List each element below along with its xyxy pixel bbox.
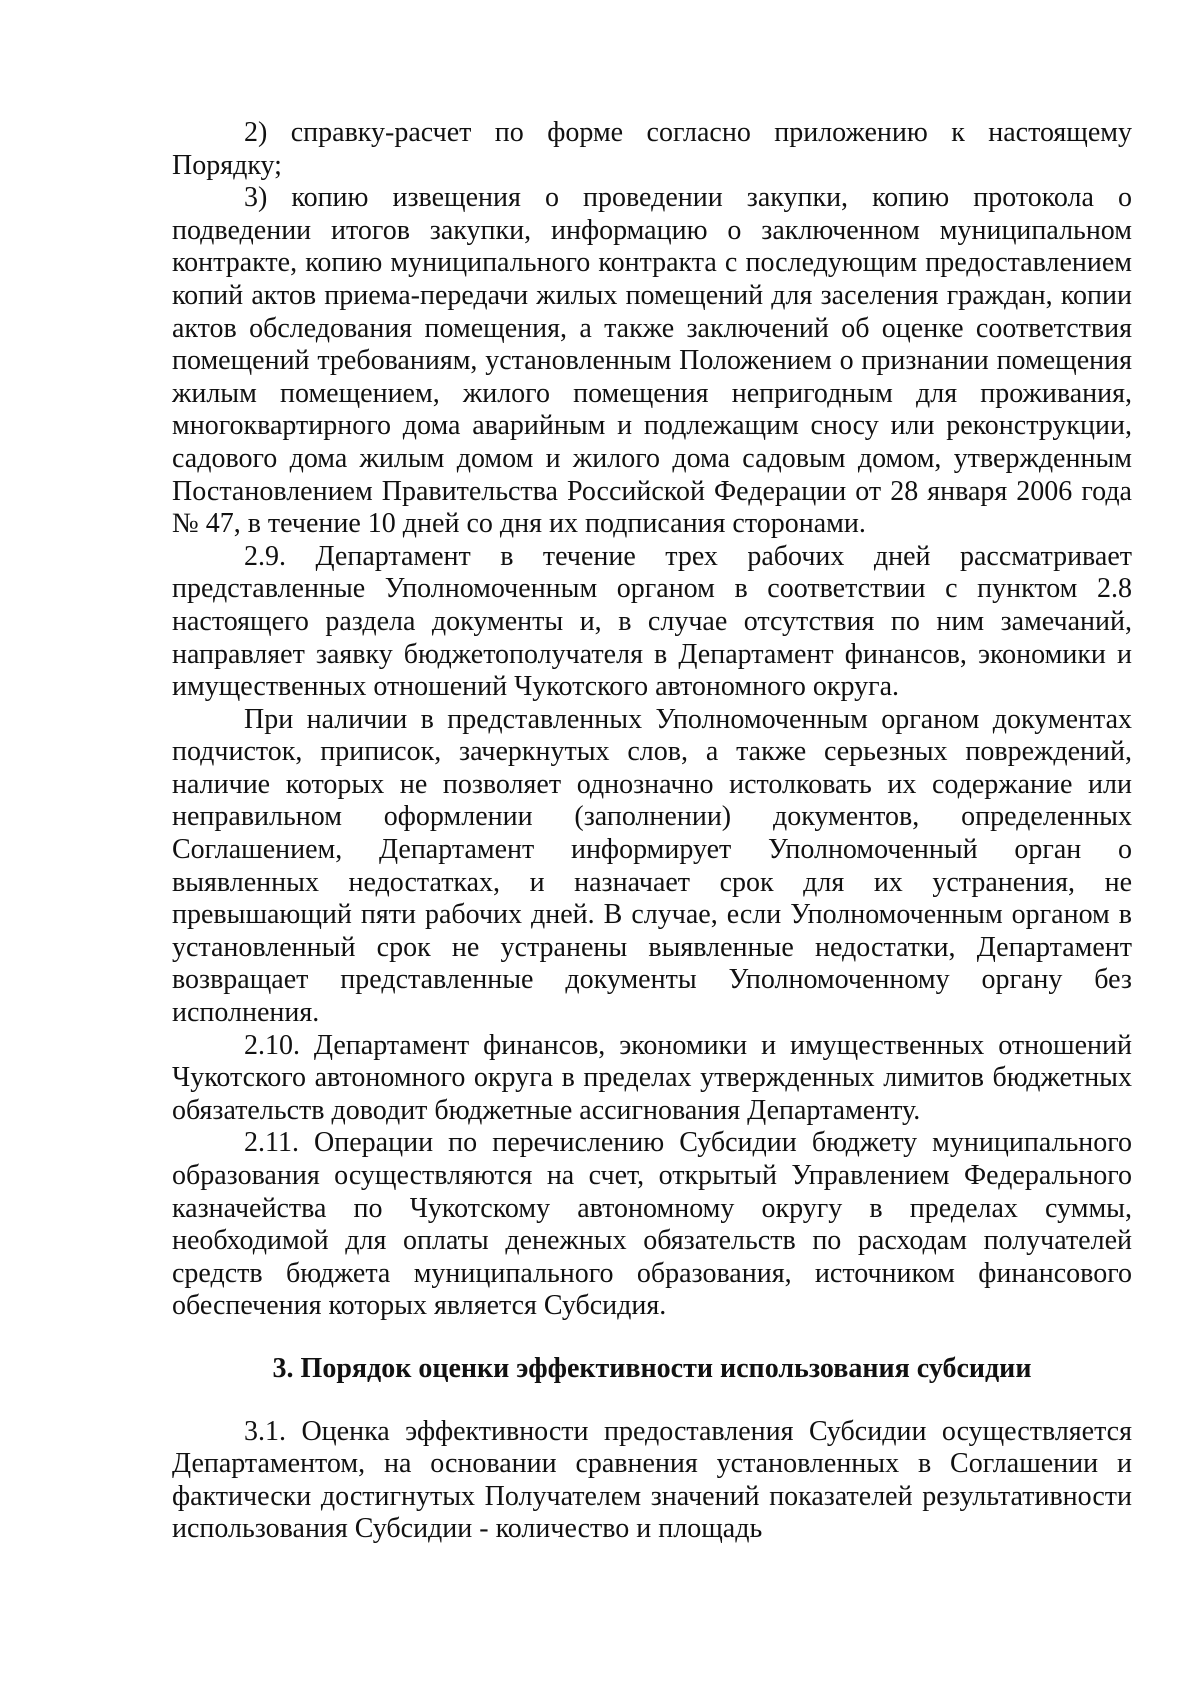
paragraph-2-10: 2.10. Департамент финансов, экономики и имущественных отношений Чукотского автономного округа в пределах утвержденных лимитов бюджетных обязательств доводит бюджетные ассигнования Департаменту. [172,1029,1132,1126]
paragraph-3-1: 3.1. Оценка эффективности предоставления Субсидии осуществляется Департаментом, на основании сравнения установленных в Соглашении и фактически достигнутых Получателем значений показателей результативности использования Субсидии - количество и площадь [172,1415,1132,1545]
paragraph-2-9: 2.9. Департамент в течение трех рабочих дней рассматривает представленные Уполномоченным органом в соответствии с пунктом 2.8 настоящего раздела документы и, в случае отсутствия по ним замечаний, направляет заявку бюджетополучателя в Департамент финансов, экономики и имущественных отношений Чукотского автономного округа. [172,540,1132,703]
paragraph-2-11: 2.11. Операции по перечислению Субсидии бюджету муниципального образования осуществляются на счет, открытый Управлением Федерального казначейства по Чукотскому автономному округу в пределах суммы, необходимой для оплаты денежных обязательств по расходам получателей средств бюджета муниципального образования, источником финансового обеспечения которых является Субсидия. [172,1127,1132,1322]
paragraph-deficiencies: При наличии в представленных Уполномоченным органом документах подчисток, приписок, зачеркнутых слов, а также серьезных повреждений, наличие которых не позволяет однозначно истолковать их содержание или неправильном оформлении (заполнении) документов, определенных Соглашением, Департамент информирует Уполномоченный орган о выявленных недостатках, и назначает срок для их устранения, не превышающий пяти рабочих дней. В случае, если Уполномоченным органом в установленный срок не устранены выявленные недостатки, Департамент возвращает представленные документы Уполномоченному органу без исполнения. [172,703,1132,1029]
section-heading: 3. Порядок оценки эффективности использования субсидии [272,1352,1032,1384]
paragraph-item-3: 3) копию извещения о проведении закупки, копию протокола о подведении итогов закупки, информацию о заключенном муниципальном контракте, копию муниципального контракта с последующим предоставлением копий актов приема-передачи жилых помещений для заселения граждан, копии актов обследования помещения, а также заключений об оценке соответствия помещений требованиям, установленным Положением о признании помещения жилым помещением, жилого помещения непригодным для проживания, многоквартирного дома аварийным и подлежащим сносу или реконструкции, садового дома жилым домом и жилого дома садовым домом, утвержденным Постановлением Правительства Российской Федерации от 28 января 2006 года № 47, в течение 10 дней со дня их подписания сторонами. [172,182,1132,540]
paragraph-item-2: 2) справку-расчет по форме согласно приложению к настоящему Порядку; [172,117,1132,181]
document-body [172,117,1132,1546]
